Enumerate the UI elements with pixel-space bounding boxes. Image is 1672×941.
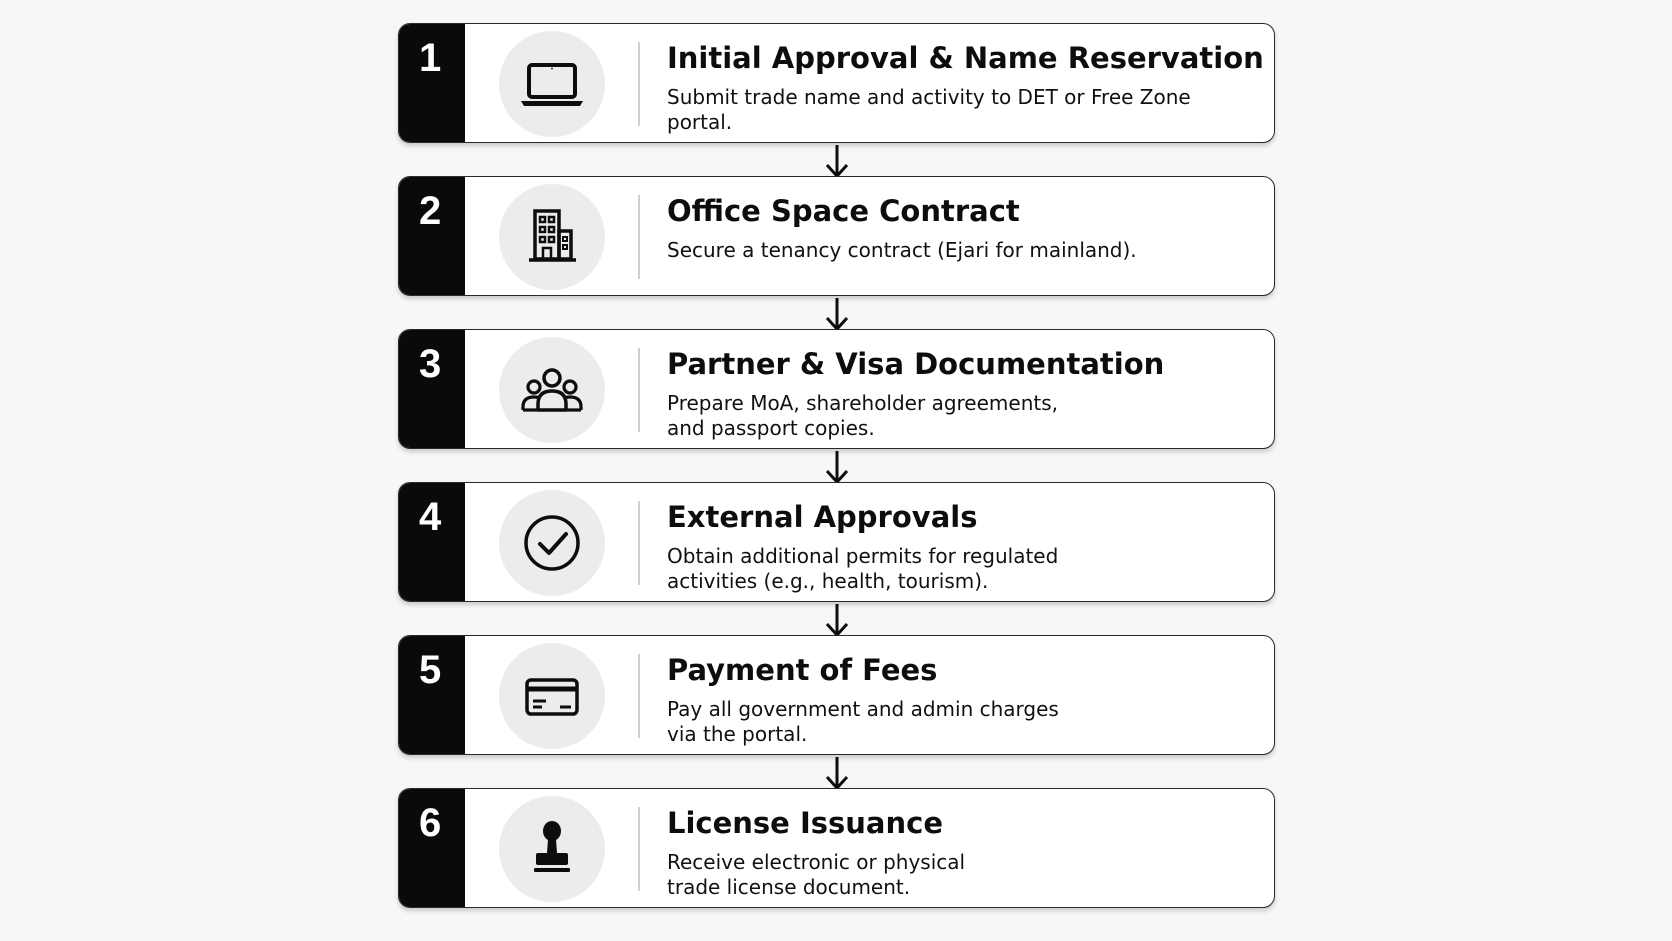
divider [638,195,640,279]
step-number-tab [399,24,465,142]
step-description-line: Receive electronic or physical [667,850,966,874]
step-description [667,697,1257,747]
step-description-line: Pay all government and admin charges [667,697,1059,721]
people-group-icon [512,350,592,430]
arrow-down-icon [824,757,850,791]
divider [638,348,640,432]
step-description-line: Secure a tenancy contract (Ejari for mainland). [667,238,1137,262]
step-description-line: Obtain additional permits for regulated [667,544,1059,568]
office-building-icon [512,197,592,277]
credit-card-icon [512,656,592,736]
icon-circle [499,337,605,443]
arrow-down-icon [824,145,850,179]
step-number: 6 [419,801,442,845]
step-number-tab [399,789,465,907]
step-card-5 [398,635,1275,755]
stamp-icon [512,809,592,889]
step-title: Partner & Visa Documentation [667,347,1165,381]
icon-circle [499,31,605,137]
step-title: External Approvals [667,500,978,534]
step-description [667,85,1257,135]
step-card-2 [398,176,1275,296]
step-description [667,850,1257,900]
icon-circle [499,490,605,596]
step-title: License Issuance [667,806,943,840]
step-description-line: activities (e.g., health, tourism). [667,569,989,593]
step-card-4 [398,482,1275,602]
step-title: Initial Approval & Name Reservation [667,41,1264,75]
step-number: 3 [419,342,442,386]
divider [638,501,640,585]
laptop-icon [512,44,592,124]
step-number: 2 [419,189,442,233]
step-description-line: Prepare MoA, shareholder agreements, [667,391,1058,415]
arrow-down-icon [824,451,850,485]
step-description-line: via the portal. [667,722,808,746]
step-description [667,238,1257,263]
icon-circle [499,796,605,902]
icon-circle [499,184,605,290]
step-title: Payment of Fees [667,653,938,687]
arrow-down-icon [824,298,850,332]
step-number: 4 [419,495,442,539]
step-number: 1 [419,36,442,80]
step-number-tab [399,636,465,754]
step-card-1 [398,23,1275,143]
step-number-tab [399,330,465,448]
divider [638,807,640,891]
step-description-line: Submit trade name and activity to DET or Free Zone portal. [667,85,1191,134]
step-card-6 [398,788,1275,908]
divider [638,654,640,738]
step-title: Office Space Contract [667,194,1020,228]
step-description-line: trade license document. [667,875,911,899]
step-description [667,391,1257,441]
step-number-tab [399,483,465,601]
step-number-tab [399,177,465,295]
divider [638,42,640,126]
icon-circle [499,643,605,749]
step-description [667,544,1257,594]
step-card-3 [398,329,1275,449]
checkmark-circle-icon [512,503,592,583]
step-description-line: and passport copies. [667,416,875,440]
arrow-down-icon [824,604,850,638]
step-number: 5 [419,648,442,692]
